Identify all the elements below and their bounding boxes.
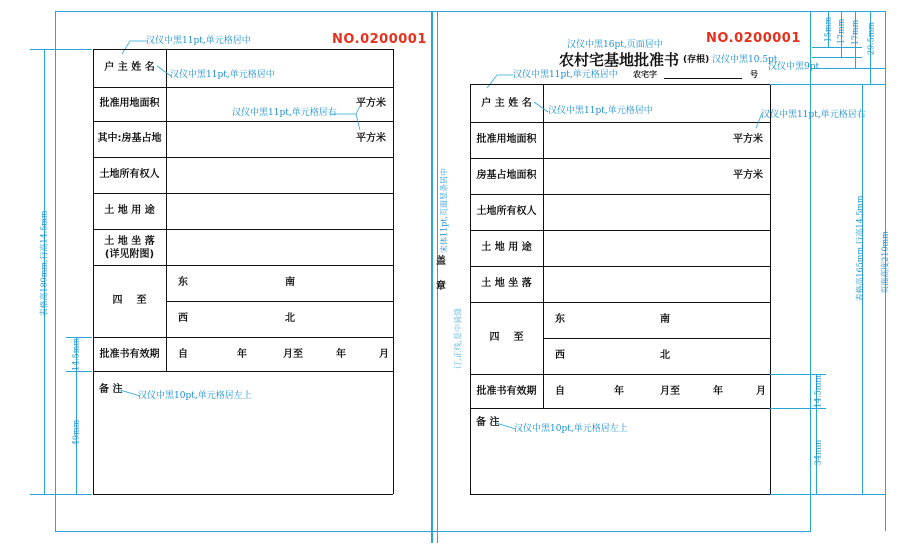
right-label-bounds: 四 至 [489, 332, 524, 343]
right-row-line [470, 408, 770, 409]
right-row-line [470, 374, 770, 375]
left-page-left-edge [55, 11, 56, 531]
left-bound-west: 西 [178, 313, 188, 324]
right-bound-east: 东 [555, 314, 565, 325]
left-label-land-owner: 土地所有权人 [99, 169, 160, 180]
left-annotation-top: 汉仪中黑11pt,单元格居中 [146, 36, 251, 46]
right-valid-month-to: 月至 [660, 386, 680, 397]
left-leader-top [120, 40, 150, 56]
right-form-title: 农村宅基地批准书 [559, 51, 680, 69]
right-leader-remark [494, 421, 518, 433]
right-label-house-area: 房基占地面积 [476, 170, 537, 181]
right-page-right-edge [810, 11, 811, 531]
right-label-owner: 户 主 姓 名 [481, 98, 532, 109]
seal-char-zhang: 章 [436, 281, 446, 292]
right-dim-15mm: 15mm [823, 16, 833, 43]
left-leader-owner [155, 64, 173, 78]
left-leader-remark [118, 388, 142, 400]
left-annotation-remark: 汉仪中黑10pt,单元格居左上 [138, 391, 252, 401]
left-row-line [93, 87, 393, 88]
left-table-bottom-border [93, 494, 393, 495]
right-annotation-stub: 汉仪中黑10.5pt [712, 55, 778, 65]
right-valid-from: 自 [555, 386, 565, 397]
left-bounds-mid-line [166, 301, 393, 302]
right-valid-month: 月 [756, 386, 766, 397]
left-annotation-owner: 汉仪中黑11pt,单元格居中 [170, 70, 275, 80]
right-leader-head [485, 74, 515, 90]
right-valid-year2: 年 [713, 386, 723, 397]
left-dim-table-height: 表格高180mm,行高14.5mm [39, 210, 49, 317]
right-annotation-title: 汉仪中黑16pt,页面居中 [567, 40, 663, 50]
left-serial-number: NO.0200001 [332, 32, 427, 47]
left-dim-tick [30, 49, 92, 50]
right-unit-approved: 平方米 [733, 134, 763, 145]
left-table-label-divider [166, 49, 167, 371]
right-dim-row-height: 14.5mm [813, 375, 823, 408]
left-bound-south: 南 [285, 277, 295, 288]
right-table-top-border [470, 84, 770, 85]
left-label-land-use: 土 地 用 途 [104, 205, 155, 216]
right-row-line [470, 230, 770, 231]
left-label-location-sub: (详见附图) [104, 249, 155, 260]
seal-char-gai: 盖 [436, 256, 446, 267]
right-unit-house: 平方米 [733, 170, 763, 181]
left-label-bounds: 四 至 [112, 295, 147, 306]
right-annotation-right: 汉仪中黑11pt,单元格居右 [761, 110, 866, 120]
right-row-line [470, 266, 770, 267]
left-table-right-border [393, 49, 394, 494]
right-dim-tick [812, 68, 886, 69]
left-valid-month-to: 月至 [283, 349, 303, 360]
left-row-line [93, 371, 393, 372]
left-unit-approved: 平方米 [356, 98, 386, 109]
right-label-approved-area: 批准用地面积 [476, 134, 537, 145]
right-leader-owner [532, 100, 550, 114]
left-dim-row-height: 14.5mm [71, 338, 81, 371]
right-label-validity: 批准书有效期 [476, 386, 537, 397]
right-table-label-divider [543, 84, 544, 408]
page-bottom-edge [55, 531, 811, 532]
page-top-edge [55, 11, 811, 12]
left-row-line [93, 337, 393, 338]
left-valid-month: 月 [379, 349, 389, 360]
left-valid-year1: 年 [237, 349, 247, 360]
left-bound-east: 东 [178, 277, 188, 288]
right-row-line [470, 194, 770, 195]
left-leader-right [330, 104, 370, 134]
right-table-bottom-border [470, 494, 770, 495]
left-bound-north: 北 [285, 313, 295, 324]
left-valid-year2: 年 [336, 349, 346, 360]
right-label-location: 土 地 坐 落 [481, 278, 532, 289]
left-dim-tick [30, 494, 92, 495]
left-table-top-border [93, 49, 393, 50]
left-valid-from: 自 [178, 349, 188, 360]
left-label-location: 土 地 坐 落 [104, 236, 155, 247]
spine-annotation: 宋体11pt,页面竖条居中 [439, 167, 449, 254]
right-dim-29mm: 29.5mm [866, 22, 876, 55]
left-row-line [93, 193, 393, 194]
right-bound-north: 北 [660, 350, 670, 361]
right-bounds-mid-line [543, 338, 770, 339]
right-row-line [470, 302, 770, 303]
right-annotation-head: 汉仪中黑11pt,单元格居中 [513, 70, 618, 80]
right-dim-remark-height: 34mm [813, 439, 823, 466]
right-annotation-owner: 汉仪中黑11pt,单元格居中 [548, 106, 653, 116]
right-valid-year1: 年 [614, 386, 624, 397]
right-annotation-remark: 汉仪中黑10pt,单元格居左上 [514, 424, 628, 434]
left-label-including: 其中:房基占地 [97, 133, 162, 144]
right-dim-17mm-a: 17mm [836, 18, 846, 45]
right-annotation-farm: 汉仪中黑9pt [768, 62, 820, 72]
left-row-line [93, 157, 393, 158]
right-stub-label: (存根) [683, 55, 710, 65]
spine-line-left [431, 11, 433, 543]
left-label-approved-area: 批准用地面积 [99, 98, 160, 109]
right-leader-right [752, 112, 772, 132]
right-label-land-use: 土 地 用 途 [481, 242, 532, 253]
right-dim-table-height: 表格高165mm,行高14.5mm [855, 195, 865, 302]
right-label-remarks: 备 注 [476, 417, 500, 428]
left-unit-house: 平方米 [356, 133, 386, 144]
right-dim-page-height: 页面高度210mm [880, 231, 890, 294]
left-label-validity: 批准书有效期 [99, 349, 160, 360]
right-serial-number: NO.0200001 [706, 31, 801, 46]
left-label-remarks: 备 注 [99, 384, 123, 395]
right-row-line [470, 158, 770, 159]
right-dim-17mm-b: 17mm [850, 19, 860, 46]
right-table-right-border [770, 84, 771, 494]
spine-annotation-2: 订,正线,是中骑缝 [453, 307, 463, 370]
left-label-owner: 户 主 姓 名 [104, 62, 155, 73]
left-annotation-right: 汉仪中黑11pt,单元格居右 [232, 108, 337, 118]
right-label-land-owner: 土地所有权人 [476, 206, 537, 217]
right-dim-tick [770, 84, 886, 85]
left-table-left-border [93, 49, 94, 494]
right-row-line [470, 122, 770, 123]
right-bound-west: 西 [555, 350, 565, 361]
right-farm-underline [664, 78, 742, 79]
right-dim-tick [770, 494, 886, 495]
left-row-line [93, 229, 393, 230]
right-bound-south: 南 [660, 314, 670, 325]
right-farm-word: 农宅字 [633, 70, 657, 79]
left-dim-remark-height: 49mm [71, 419, 81, 446]
left-row-line [93, 265, 393, 266]
right-hao: 号 [750, 70, 758, 79]
